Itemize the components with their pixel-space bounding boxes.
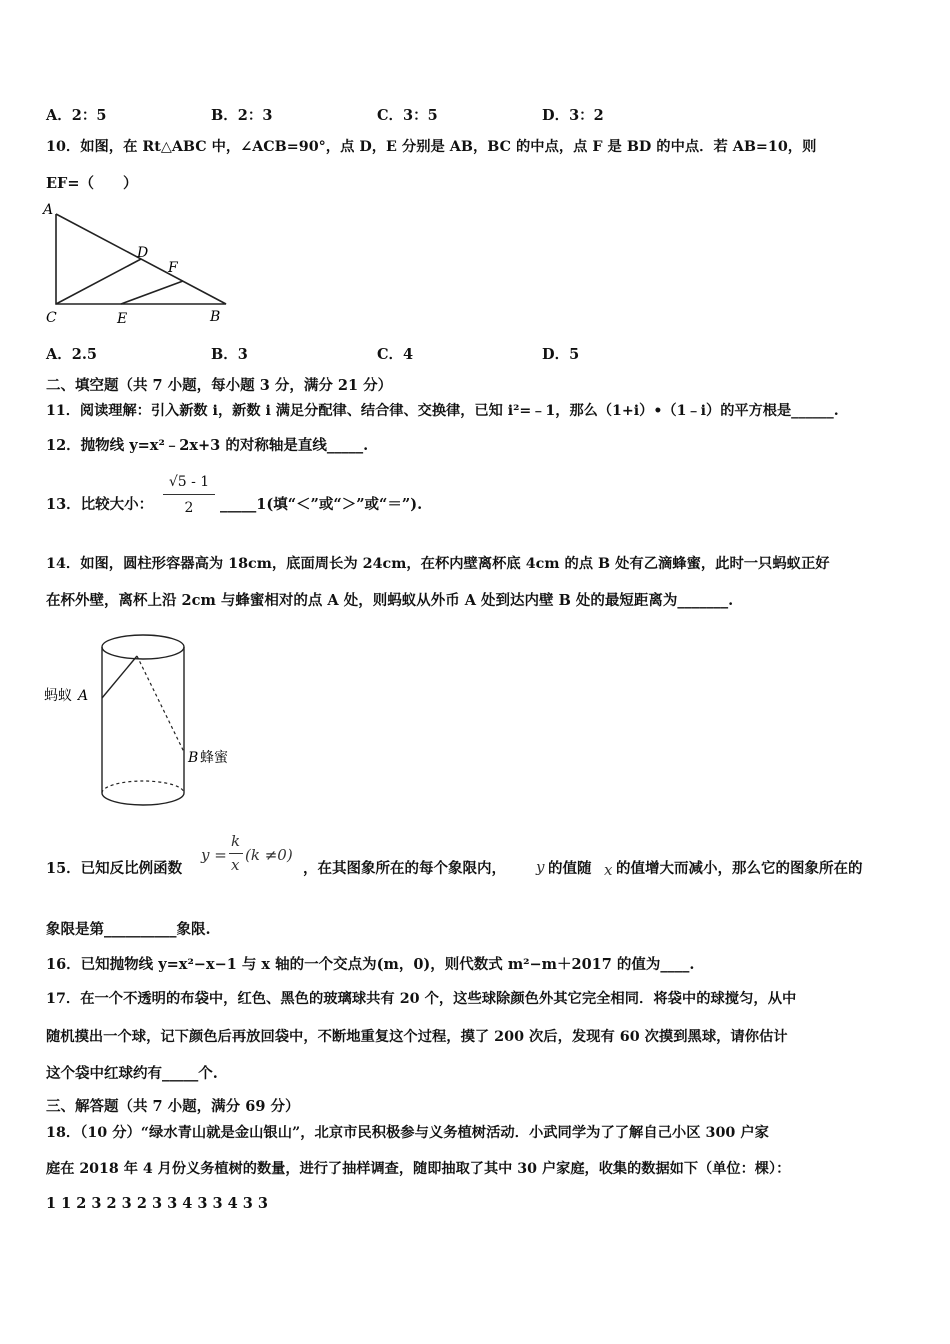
q16: 16．已知抛物线 y=x²−x−1 与 x 轴的一个交点为(m，0)，则代数式 m²−m＋2017 的值为____. [46, 956, 695, 973]
q13-denominator: 2 [184, 500, 194, 516]
q10-option-b: B．3 [211, 346, 248, 363]
q15-x: x [604, 861, 613, 879]
label-point-B: B [188, 750, 199, 766]
q9-option-a: A．2：5 [46, 107, 107, 124]
triangle-figure [40, 200, 235, 330]
q18-line1: 18．（10 分）“绿水青山就是金山银山”，北京市民积极参与义务植树活动．小武同学为了了解自己小区 300 户家 [46, 1125, 769, 1141]
label-F: F [168, 260, 178, 276]
q10-line1: 10．如图，在 Rt△ABC 中，∠ACB=90°，点 D，E 分别是 AB，BC 的中点，点 F 是 BD 的中点．若 AB=10，则 [46, 139, 817, 155]
label-honey: 蜂蜜 [200, 750, 228, 766]
section-2-heading: 二、填空题（共 7 小题，每小题 3 分，满分 21 分） [46, 377, 393, 394]
q18-line2: 庭在 2018 年 4 月份义务植树的数量，进行了抽样调查，随即抽取了其中 30 户家庭，收集的数据如下（单位：棵）： [46, 1161, 791, 1177]
label-point-A: A [78, 688, 89, 704]
q18-data-line: 1 1 2 3 2 3 2 3 3 4 3 3 4 3 3 [46, 1195, 269, 1212]
q15-tail: 的值增大而减小，那么它的图象所在的 [616, 860, 863, 877]
q15-line2: 象限是第__________象限. [46, 921, 211, 938]
q15-func-cond: (k ≠0) [245, 846, 293, 864]
q13-numerator: √5 - 1 [168, 474, 210, 490]
q15-mid2: 的值随 [548, 860, 592, 877]
label-ant: 蚂蚁 [44, 688, 72, 704]
q11: 11．阅读理解：引入新数 i，新数 i 满足分配律、结合律、交换律，已知 i²=﹣1，那么（1+i）•（1﹣i）的平方根是______. [46, 403, 839, 419]
section-3-heading: 三、解答题（共 7 小题，满分 69 分） [46, 1098, 300, 1115]
q13-suffix: _____1(填“＜”或“＞”或“＝”). [220, 496, 423, 513]
q10-option-d: D．5 [542, 346, 580, 363]
label-C: C [46, 310, 57, 326]
q9-option-d: D．3：2 [542, 107, 604, 124]
q15-func-den: x [231, 856, 240, 874]
label-D: D [137, 245, 149, 261]
q13-prefix: 13．比较大小： [46, 496, 154, 513]
q17-line3: 这个袋中红球约有_____个. [46, 1065, 218, 1082]
q14-line1: 14．如图，圆柱形容器高为 18cm，底面周长为 24cm，在杯内壁离杯底 4cm 的点 B 处有乙滴蜂蜜，此时一只蚂蚁正好 [46, 556, 830, 572]
q10-option-a: A．2.5 [46, 346, 97, 363]
q9-option-b: B．2：3 [211, 107, 273, 124]
label-E: E [117, 311, 128, 327]
q15-func-num: k [231, 832, 241, 850]
q10-option-c: C．4 [377, 346, 414, 363]
q15-fraction-bar [229, 853, 243, 854]
q12: 12．抛物线 y=x²﹣2x+3 的对称轴是直线_____. [46, 437, 369, 454]
q15-prefix: 15．已知反比例函数 [46, 860, 183, 877]
q15-y: y [536, 858, 545, 876]
q13-fraction-bar [163, 494, 215, 495]
q15-mid: ，在其图象所在的每个象限内， [303, 860, 506, 877]
q17-line1: 17．在一个不透明的布袋中，红色、黑色的玻璃球共有 20 个，这些球除颜色外其它完全相同．将袋中的球搅匀，从中 [46, 991, 797, 1007]
q17-line2: 随机摸出一个球，记下颜色后再放回袋中，不断地重复这个过程，摸了 200 次后，发现有 60 次摸到黑球，请你估计 [46, 1029, 788, 1045]
q15-func-left: y = [201, 846, 227, 864]
q10-line2: EF=（ ） [46, 175, 138, 192]
label-A: A [43, 202, 54, 218]
q14-line2: 在杯外壁，离杯上沿 2cm 与蜂蜜相对的点 A 处，则蚂蚁从外币 A 处到达内壁 B 处的最短距离为_______. [46, 592, 734, 609]
cylinder-figure [40, 630, 250, 815]
q9-option-c: C．3：5 [377, 107, 438, 124]
label-B: B [210, 309, 221, 325]
